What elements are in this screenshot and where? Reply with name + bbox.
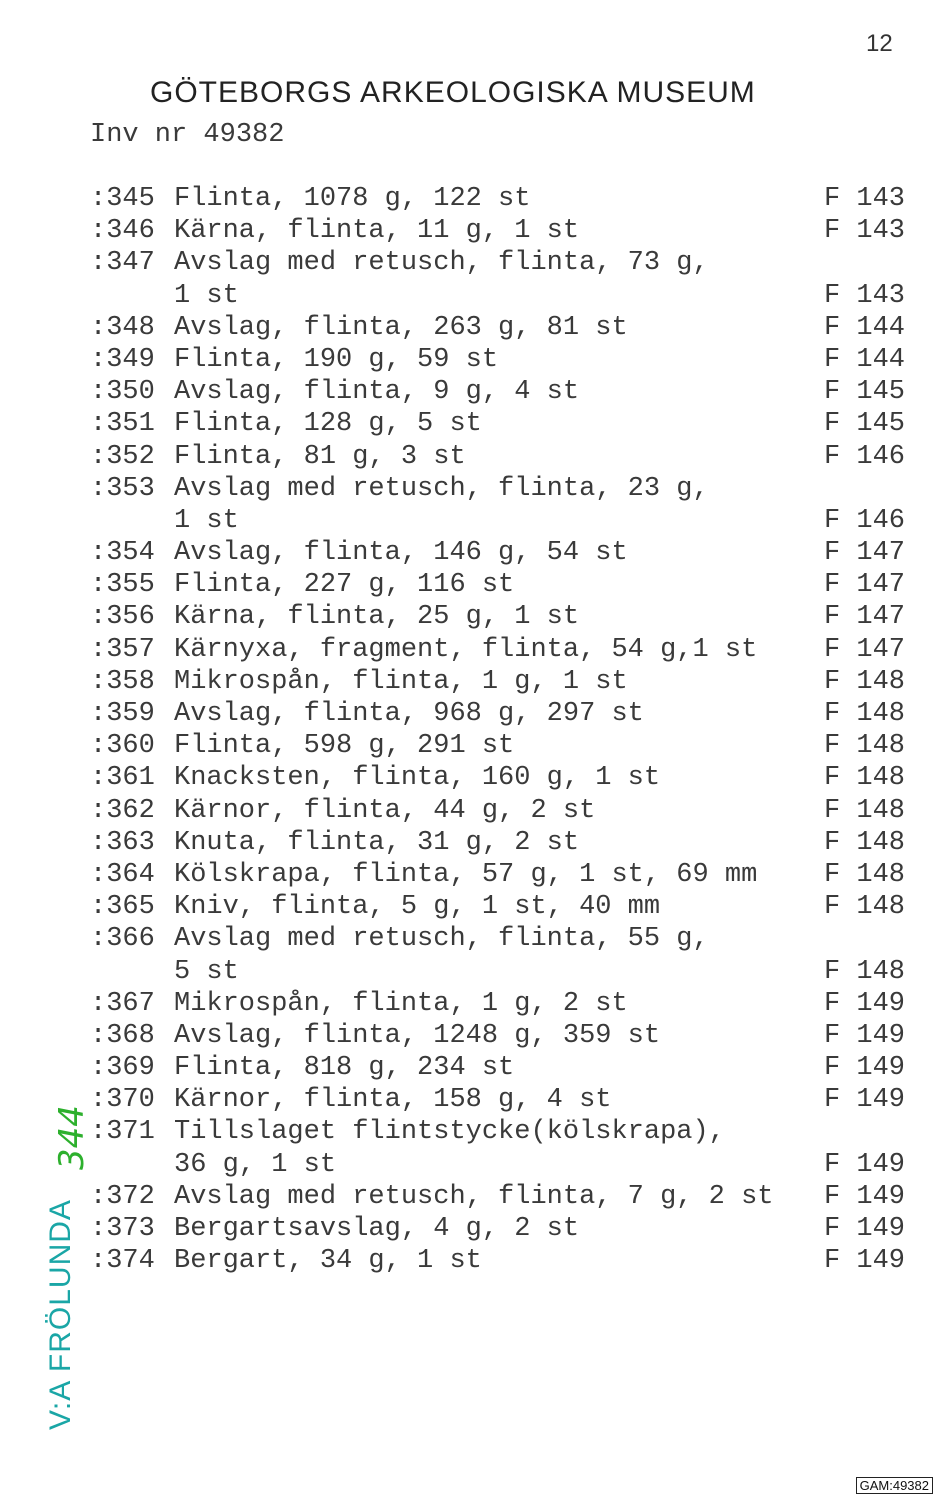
entry-description — [174, 1084, 824, 1116]
entry-number: :345 — [90, 184, 155, 214]
list-item — [90, 988, 920, 1020]
entry-description — [174, 441, 824, 473]
entry-description — [174, 698, 824, 730]
entry-code: F 146 — [824, 505, 906, 536]
list-item — [90, 1245, 920, 1277]
entry-description — [174, 1213, 824, 1245]
entry-code: F 149 — [824, 1181, 906, 1212]
entry-code: F 147 — [824, 538, 906, 569]
entry-number: :371 — [90, 1117, 155, 1148]
entry-description-line: Knuta, flinta, 31 g, 2 st — [174, 827, 580, 858]
entry-number: :361 — [90, 763, 155, 794]
list-item — [90, 408, 920, 440]
entry-number: :372 — [90, 1181, 155, 1212]
entry-description — [174, 634, 824, 666]
entry-code: F 147 — [824, 634, 906, 665]
entry-description — [174, 344, 824, 376]
list-item — [90, 441, 920, 473]
list-item — [90, 247, 920, 311]
list-item — [90, 1181, 920, 1213]
entry-description — [174, 923, 824, 987]
entry-description — [174, 891, 824, 923]
entry-description-line: Avslag, flinta, 263 g, 81 st — [174, 312, 628, 343]
entry-description — [174, 988, 824, 1020]
entry-number: :356 — [90, 602, 155, 633]
entry-code: F 148 — [824, 666, 906, 697]
entry-description — [174, 859, 824, 891]
entry-code: F 147 — [824, 570, 906, 601]
entry-description — [174, 827, 824, 859]
entry-number: :360 — [90, 731, 155, 762]
list-item — [90, 1116, 920, 1180]
entry-code: F 148 — [824, 827, 906, 858]
entry-number: :365 — [90, 892, 155, 923]
list-item — [90, 698, 920, 730]
entry-description-line: Bergart, 34 g, 1 st — [174, 1246, 482, 1277]
entry-code: F 148 — [824, 763, 906, 794]
entry-number: :370 — [90, 1085, 155, 1116]
entry-number: :357 — [90, 634, 155, 665]
list-item — [90, 601, 920, 633]
entry-description-line: Tillslaget flintstycke(kölskrapa), — [174, 1117, 725, 1148]
entry-description-line: 36 g, 1 st — [174, 1149, 337, 1180]
entry-description-line: 1 st — [174, 280, 239, 311]
entry-code: F 149 — [824, 1246, 906, 1277]
entry-number: :353 — [90, 473, 155, 504]
list-item — [90, 473, 920, 537]
list-item — [90, 1213, 920, 1245]
entry-number: :363 — [90, 827, 155, 858]
inventory-number: Inv nr 49382 — [90, 120, 285, 150]
entry-code: F 148 — [824, 892, 906, 923]
entry-description-line: Flinta, 598 g, 291 st — [174, 731, 515, 762]
entry-code: F 149 — [824, 1020, 906, 1051]
entry-description — [174, 215, 824, 247]
entry-description — [174, 1052, 824, 1084]
entry-code: F 149 — [824, 1053, 906, 1084]
entry-number: :359 — [90, 699, 155, 730]
entry-number: :358 — [90, 666, 155, 697]
entry-description — [174, 1245, 824, 1277]
entry-code: F 144 — [824, 312, 906, 343]
entry-code: F 148 — [824, 699, 906, 730]
entry-description-line: Kärnyxa, fragment, flinta, 54 g,1 st — [174, 634, 758, 665]
site-label: V:A FRÖLUNDA — [44, 1199, 77, 1430]
entry-number: :354 — [90, 538, 155, 569]
entry-number: :352 — [90, 441, 155, 472]
entry-description — [174, 1116, 824, 1180]
entry-code: F 148 — [824, 859, 906, 890]
entry-description — [174, 408, 824, 440]
entry-number: :348 — [90, 312, 155, 343]
entry-description-line: Flinta, 81 g, 3 st — [174, 441, 466, 472]
entry-description-line: Flinta, 1078 g, 122 st — [174, 184, 531, 214]
handwritten-number: 344 — [52, 1105, 92, 1170]
entry-description — [174, 569, 824, 601]
entry-number: :366 — [90, 924, 155, 955]
list-item — [90, 730, 920, 762]
entry-code: F 149 — [824, 1149, 906, 1180]
list-item — [90, 183, 920, 215]
entry-description-line: Knacksten, flinta, 160 g, 1 st — [174, 763, 661, 794]
list-item — [90, 215, 920, 247]
entry-description-line: 5 st — [174, 956, 239, 987]
entry-number: :369 — [90, 1053, 155, 1084]
entry-code: F 144 — [824, 344, 906, 375]
entry-code: F 146 — [824, 441, 906, 472]
entry-description — [174, 601, 824, 633]
list-item — [90, 1084, 920, 1116]
entry-description — [174, 183, 824, 215]
entry-description — [174, 312, 824, 344]
entry-description-line: Bergartsavslag, 4 g, 2 st — [174, 1214, 580, 1245]
entry-description — [174, 247, 824, 311]
entry-description-line: Flinta, 128 g, 5 st — [174, 409, 482, 440]
list-item — [90, 634, 920, 666]
entry-description-line: Kniv, flinta, 5 g, 1 st, 40 mm — [174, 892, 661, 923]
entry-description — [174, 666, 824, 698]
museum-title: GÖTEBORGS ARKEOLOGISKA MUSEUM — [150, 76, 756, 109]
entry-description-line: Avslag, flinta, 146 g, 54 st — [174, 538, 628, 569]
page-number: 12 — [866, 30, 893, 57]
list-item — [90, 827, 920, 859]
list-item — [90, 344, 920, 376]
entry-description-line: Avslag, flinta, 968 g, 297 st — [174, 699, 644, 730]
entry-description-line: Avslag med retusch, flinta, 55 g, — [174, 924, 709, 955]
list-item — [90, 376, 920, 408]
entry-description-line: Avslag, flinta, 9 g, 4 st — [174, 377, 580, 408]
entry-number: :362 — [90, 795, 155, 826]
list-item — [90, 1020, 920, 1052]
entry-number: :346 — [90, 216, 155, 247]
entry-description-line: Mikrospån, flinta, 1 g, 1 st — [174, 666, 628, 697]
entry-number: :349 — [90, 344, 155, 375]
entry-description-line: Flinta, 190 g, 59 st — [174, 344, 499, 375]
entry-code: F 149 — [824, 988, 906, 1019]
list-item — [90, 569, 920, 601]
entry-description-line: 1 st — [174, 505, 239, 536]
list-item — [90, 537, 920, 569]
entry-code: F 143 — [824, 216, 906, 247]
entry-code: F 149 — [824, 1214, 906, 1245]
entry-description — [174, 1020, 824, 1052]
entry-description — [174, 537, 824, 569]
entry-code: F 149 — [824, 1085, 906, 1116]
entry-description-line: Flinta, 227 g, 116 st — [174, 570, 515, 601]
entry-description-line: Avslag, flinta, 1248 g, 359 st — [174, 1020, 661, 1051]
entry-code: F 147 — [824, 602, 906, 633]
entry-description — [174, 730, 824, 762]
entry-description-line: Kölskrapa, flinta, 57 g, 1 st, 69 mm — [174, 859, 758, 890]
entry-number: :350 — [90, 377, 155, 408]
entry-description-line: Avslag med retusch, flinta, 23 g, — [174, 473, 709, 504]
list-item — [90, 891, 920, 923]
entry-description-line: Kärnor, flinta, 44 g, 2 st — [174, 795, 596, 826]
entry-number: :351 — [90, 409, 155, 440]
entry-description — [174, 1181, 824, 1213]
entry-code: F 145 — [824, 377, 906, 408]
entry-list — [90, 183, 920, 1277]
entry-description-line: Kärna, flinta, 25 g, 1 st — [174, 602, 580, 633]
entry-description — [174, 795, 824, 827]
list-item — [90, 762, 920, 794]
entry-description — [174, 376, 824, 408]
list-item — [90, 859, 920, 891]
entry-code: F 143 — [824, 184, 906, 214]
entry-description-line: Avslag med retusch, flinta, 7 g, 2 st — [174, 1181, 774, 1212]
entry-number: :355 — [90, 570, 155, 601]
entry-number: :364 — [90, 859, 155, 890]
entry-number: :347 — [90, 248, 155, 279]
entry-number: :374 — [90, 1246, 155, 1277]
list-item — [90, 666, 920, 698]
list-item — [90, 312, 920, 344]
list-item — [90, 795, 920, 827]
entry-code: F 145 — [824, 409, 906, 440]
entry-number: :373 — [90, 1214, 155, 1245]
entry-description — [174, 762, 824, 794]
list-item — [90, 923, 920, 987]
entry-description — [174, 473, 824, 537]
entry-number: :368 — [90, 1020, 155, 1051]
entry-description-line: Kärna, flinta, 11 g, 1 st — [174, 216, 580, 247]
entry-code: F 148 — [824, 956, 906, 987]
entry-description-line: Kärnor, flinta, 158 g, 4 st — [174, 1085, 612, 1116]
entry-description-line: Flinta, 818 g, 234 st — [174, 1053, 515, 1084]
list-item — [90, 1052, 920, 1084]
entry-code: F 148 — [824, 731, 906, 762]
entry-code: F 148 — [824, 795, 906, 826]
catalog-id: GAM:49382 — [856, 1477, 933, 1494]
entry-code: F 143 — [824, 280, 906, 311]
entry-description-line: Avslag med retusch, flinta, 73 g, — [174, 248, 709, 279]
entry-number: :367 — [90, 988, 155, 1019]
entry-description-line: Mikrospån, flinta, 1 g, 2 st — [174, 988, 628, 1019]
